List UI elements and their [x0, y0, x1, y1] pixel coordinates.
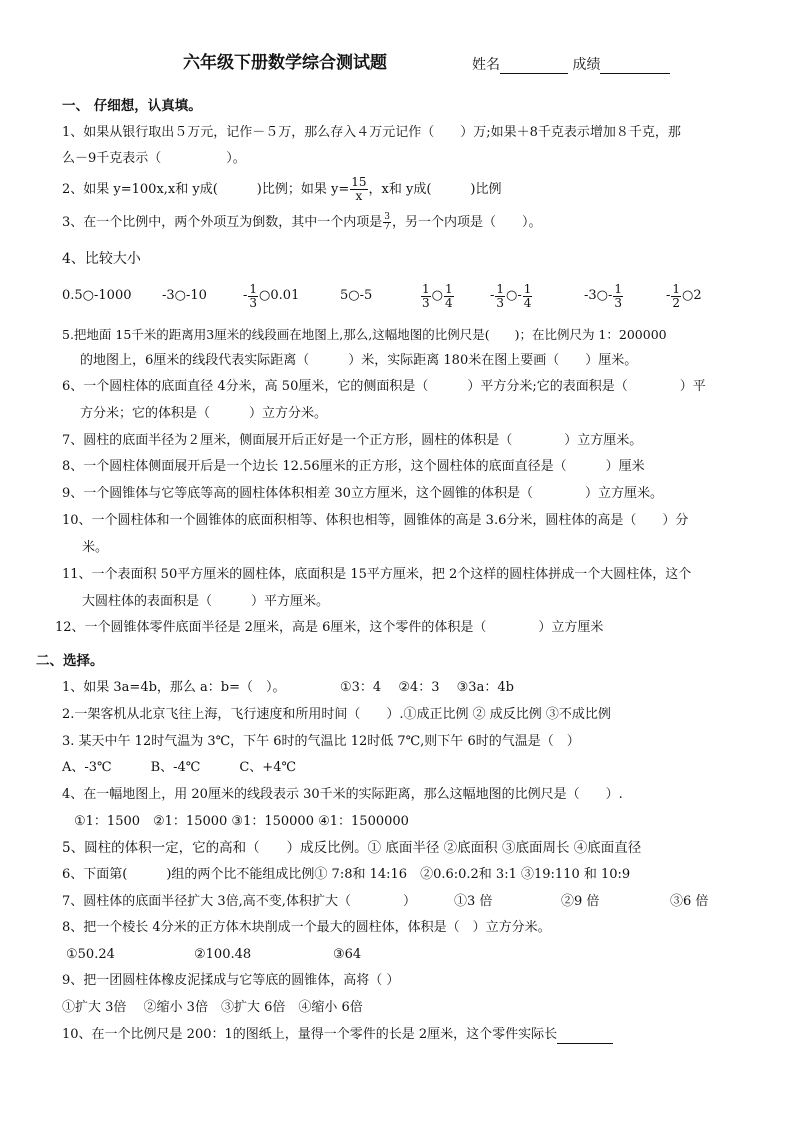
- s1-q3-text-b: ，另一个内项是（ ）。: [392, 215, 542, 230]
- compare-text: -3○-: [584, 288, 613, 303]
- s1-q5-line1: 5.把地面 15千米的距离用3厘米的线段画在地图上,那么,这幅地图的比例尺是( )；在比例尺为 1：200000: [62, 327, 667, 342]
- s1-q3-fraction: [383, 213, 391, 232]
- s2-q6: 6、下面第( )组的两个比不能组成比例① 7:8和 14:16 ②0.6:0.2和 3:1 ③19:110 和 10:9: [62, 867, 631, 882]
- s2-q8: 8、把一个棱长 4分米的正方体木块削成一个最大的圆柱体，体积是（ ）立方分米。: [62, 920, 551, 935]
- s2-q10-text: 10、在一个比例尺是 200：1的图纸上，量得一个零件的长是 2厘米，这个零件实际长: [62, 1027, 558, 1042]
- s2-q9: 9、把一团圆柱体橡皮泥揉成与它等底的圆锥体，高将（ ）: [62, 973, 400, 988]
- s1-q2-text-b: ，x和 y成( )比例: [368, 182, 502, 197]
- compare-text: 0.5○-1000: [62, 288, 132, 303]
- name-field: [472, 56, 670, 74]
- compare-text: -: [490, 288, 495, 303]
- frac-denominator: 3: [496, 295, 505, 310]
- s1-q10-line1: 10、一个圆柱体和一个圆锥体的底面积相等、体积也相等，圆锥体的高是 3.6分米，圆柱体的高是（ ）分: [62, 513, 689, 528]
- compare-item-4: [340, 276, 372, 316]
- s1-q1-line1: 1、如果从银行取出５万元，记作－５万，那么存入４万元记作（ ）万;如果＋8千克表示增加８千克，那: [62, 125, 681, 140]
- frac-numerator: 3: [384, 212, 391, 222]
- s2-q1: 1、如果 3a=4b，那么 a：b=（ ）。: [62, 680, 286, 695]
- compare-item-1: [62, 276, 132, 316]
- s1-q11-line2: 大圆柱体的表面积是（ ）平方厘米。: [82, 594, 330, 609]
- s2-q8-option-1: ①50.24: [66, 947, 115, 962]
- s1-q1-line2: 么－9千克表示（ ）。: [62, 151, 246, 166]
- frac-denominator: 3: [422, 295, 430, 310]
- compare-item-7: [584, 276, 624, 316]
- frac-denominator: 2: [672, 295, 681, 310]
- frac-numerator: 1: [422, 281, 430, 296]
- compare-text: -: [243, 288, 248, 303]
- fraction: [421, 283, 431, 310]
- compare-item-6: [490, 276, 533, 316]
- s2-q8-option-3: ③64: [333, 947, 362, 962]
- s2-q3: 3. 某天中午 12时气温为 3℃，下午 6时的气温比 12时低 7℃,则下午 6时的气温是（ ）: [62, 734, 580, 749]
- compare-text: ○-: [506, 288, 522, 303]
- compare-text: -: [666, 288, 671, 303]
- section-1-heading: 一、 仔细想，认真填。: [62, 98, 202, 114]
- s2-q10: [62, 1026, 613, 1044]
- s2-q10-answer-blank: [557, 1029, 613, 1044]
- frac-denominator: x: [355, 189, 363, 203]
- frac-denominator: 3: [614, 295, 623, 310]
- frac-denominator: 4: [523, 295, 532, 310]
- page-title: 六年级下册数学综合测试题: [183, 53, 387, 73]
- compare-item-3: [243, 276, 299, 316]
- s1-q2-fraction: [350, 176, 367, 203]
- s1-q4-heading: 4、比较大小: [62, 251, 141, 267]
- section-2-heading: 二、选择。: [36, 653, 104, 669]
- frac-numerator: 1: [523, 281, 532, 296]
- s2-q7-option-1: ①3 倍: [454, 894, 493, 909]
- frac-numerator: 1: [249, 281, 258, 296]
- frac-numerator: 1: [444, 281, 453, 296]
- s1-q6-line1: 6、一个圆柱体的底面直径 4分米，高 50厘米，它的侧面积是（ ）平方分米;它的表面积是（ ）平: [62, 379, 706, 394]
- s1-q8: 8、一个圆柱体侧面展开后是一个边长 12.56厘米的正方形，这个圆柱体的底面直径是（ ）厘米: [62, 459, 645, 474]
- s2-q2: 2.一架客机从北京飞往上海，飞行速度和所用时间（ ）.①成正比例 ② 成反比例 ③不成比例: [62, 707, 611, 722]
- fraction: [248, 283, 258, 310]
- frac-numerator: 15: [351, 175, 367, 189]
- score-blank: [600, 59, 670, 74]
- s1-q11-line1: 11、一个表面积 50平方厘米的圆柱体，底面积是 15平方厘米，把 2个这样的圆柱体拼成一个大圆柱体，这个: [62, 567, 692, 582]
- compare-text: ○: [431, 288, 443, 303]
- s2-q9-options: ①扩大 3倍 ②缩小 3倍 ③扩大 6倍 ④缩小 6倍: [62, 1000, 363, 1015]
- frac-denominator: 7: [384, 222, 391, 232]
- frac-numerator: 1: [496, 281, 505, 296]
- fraction: [523, 283, 533, 310]
- s1-q12: 12、一个圆锥体零件底面半径是 2厘米，高是 6厘米，这个零件的体积是（ ）立方厘米: [55, 620, 604, 635]
- frac-numerator: 1: [672, 281, 681, 296]
- s2-q8-option-2: ②100.48: [194, 947, 252, 962]
- s2-q4: 4、在一幅地图上，用 20厘米的线段表示 30千米的实际距离，那么这幅地图的比例尺是（ ）.: [62, 787, 623, 802]
- frac-numerator: 1: [614, 281, 623, 296]
- s2-q5: 5、圆柱的体积一定，它的高和（ ）成反比例。① 底面半径 ②底面积 ③底面周长 ④底面直径: [62, 840, 642, 856]
- compare-item-2: [162, 276, 207, 316]
- s2-q1-options: ①3：4 ②4：3 ③3a：4b: [340, 680, 514, 695]
- compare-text: ○2: [682, 288, 702, 303]
- fraction: [495, 283, 505, 310]
- s1-q9: 9、一个圆锥体与它等底等高的圆柱体体积相差 30立方厘米，这个圆锥的体积是（ ）立方厘米。: [62, 486, 663, 501]
- name-label: 姓名: [472, 57, 500, 73]
- frac-denominator: 4: [444, 295, 453, 310]
- name-blank: [500, 59, 568, 74]
- s2-q7-option-3: ③6 倍: [670, 894, 709, 909]
- s1-q10-line2: 米。: [82, 540, 109, 555]
- fraction: [671, 283, 681, 310]
- s1-q3-text-a: 3、在一个比例中，两个外项互为倒数，其中一个内项是: [62, 215, 383, 230]
- s1-q2: [62, 172, 501, 208]
- s1-q5-line2: 的地图上，6厘米的线段代表实际距离（ ）米，实际距离 180米在图上要画（ ）厘米。: [80, 353, 638, 368]
- fraction: [444, 283, 454, 310]
- compare-item-5: [420, 276, 455, 316]
- s1-q6-line2: 方分米；它的体积是（ ）立方分米。: [80, 406, 328, 421]
- s2-q7: 7、圆柱体的底面半径扩大 3倍,高不变,体积扩大（ ）: [62, 894, 416, 909]
- s1-q2-text-a: 2、如果 y=100x,x和 y成( )比例；如果 y=: [62, 182, 350, 197]
- compare-text: -3○-10: [162, 288, 207, 303]
- s2-q4-options: ①1：1500 ②1：15000 ③1：150000 ④1：1500000: [74, 814, 409, 829]
- s2-q7-option-2: ②9 倍: [561, 894, 600, 909]
- compare-text: 5○-5: [340, 288, 373, 303]
- fraction: [613, 283, 623, 310]
- compare-text: ○0.01: [259, 288, 300, 303]
- s2-q3-options: A、-3℃ B、-4℃ C、+4℃: [62, 760, 297, 775]
- s1-q3: [62, 207, 542, 239]
- s1-q7: 7、圆柱的底面半径为２厘米，侧面展开后正好是一个正方形，圆柱的体积是（ ）立方厘米。: [62, 433, 643, 448]
- score-label: 成绩: [572, 57, 601, 73]
- frac-denominator: 3: [249, 295, 258, 310]
- compare-item-8: [666, 276, 702, 316]
